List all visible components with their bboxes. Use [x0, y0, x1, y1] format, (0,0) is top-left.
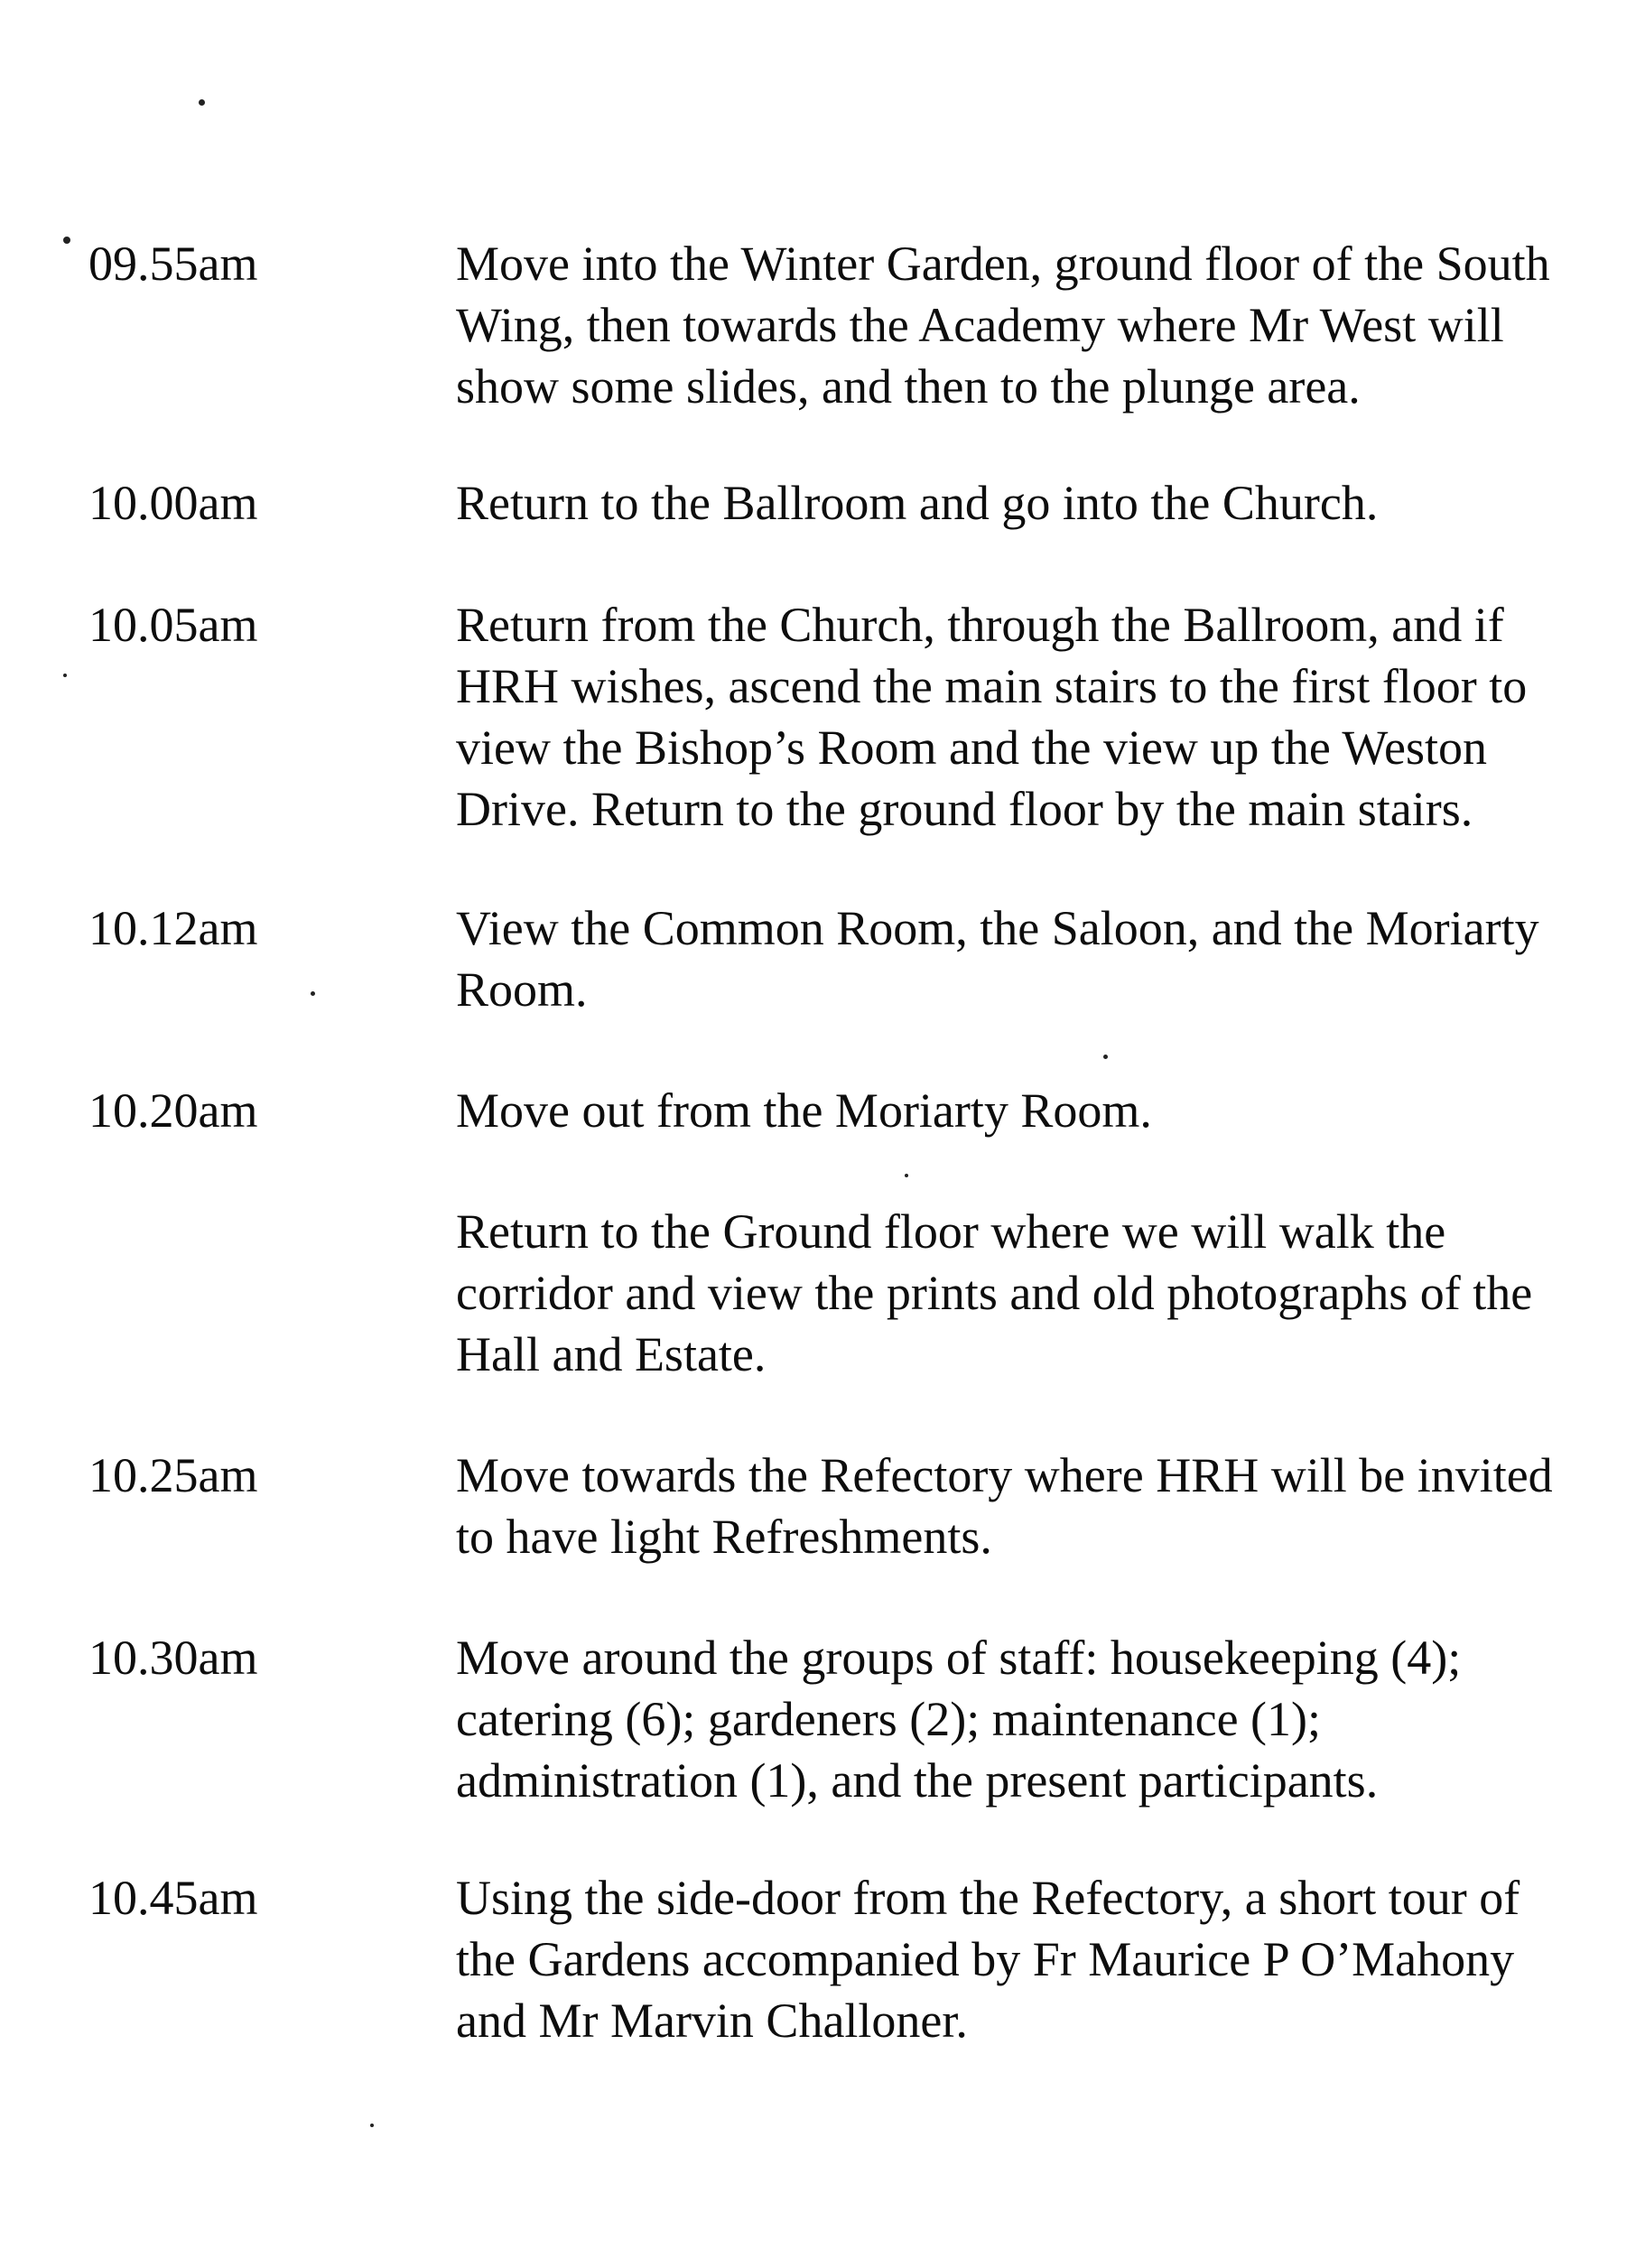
entry-description [456, 1627, 1630, 1811]
description-line: corridor and view the prints and old photographs of the [456, 1266, 1533, 1320]
entry-description [456, 1201, 1630, 1385]
scan-speck [905, 1174, 908, 1177]
entry-description [456, 472, 1630, 534]
description-line: the Gardens accompanied by Fr Maurice P O’Mahony [456, 1932, 1515, 1986]
scan-speck [370, 2124, 374, 2127]
entry-time: 09.55am [88, 237, 258, 291]
entry-time: 10.00am [88, 476, 258, 530]
description-line: to have light Refreshments. [456, 1510, 992, 1564]
scan-speck [1103, 1055, 1108, 1059]
description-line: and Mr Marvin Challoner. [456, 1994, 968, 2048]
entry-time: 10.45am [88, 1871, 258, 1925]
description-line: Using the side-door from the Refectory, a short tour of [456, 1871, 1520, 1925]
scan-speck [199, 99, 205, 106]
description-line: Return to the Ballroom and go into the Church. [456, 476, 1379, 530]
description-line: Hall and Estate. [456, 1327, 767, 1381]
entry-description [456, 1445, 1630, 1567]
description-line: Move towards the Refectory where HRH will be invited [456, 1448, 1553, 1502]
description-line: Drive. Return to the ground floor by the main stairs. [456, 782, 1473, 836]
description-line: show some slides, and then to the plunge area. [456, 359, 1361, 414]
entry-time: 10.12am [88, 901, 258, 955]
description-line: Move around the groups of staff: housekeeping (4); [456, 1631, 1462, 1685]
description-line: administration (1), and the present participants. [456, 1753, 1379, 1808]
description-line: Room. [456, 962, 588, 1017]
description-line: View the Common Room, the Saloon, and the Moriarty [456, 901, 1539, 955]
entry-description [456, 1867, 1630, 2051]
description-line: Move into the Winter Garden, ground floor of the South [456, 237, 1550, 291]
description-line: HRH wishes, ascend the main stairs to the first floor to [456, 659, 1528, 713]
entry-description [456, 233, 1630, 417]
scan-speck [63, 237, 70, 244]
entry-time: 10.20am [88, 1083, 258, 1138]
scan-speck [311, 991, 315, 996]
description-line: Return from the Church, through the Ballroom, and if [456, 598, 1504, 652]
entry-time: 10.30am [88, 1631, 258, 1685]
entry-description [456, 594, 1630, 840]
description-line: catering (6); gardeners (2); maintenance (1); [456, 1692, 1322, 1746]
description-line: view the Bishop’s Room and the view up the Weston [456, 720, 1488, 775]
entry-description [456, 897, 1630, 1020]
entry-description [456, 1080, 1630, 1141]
entry-time: 10.25am [88, 1448, 258, 1502]
description-line: Wing, then towards the Academy where Mr West will [456, 298, 1504, 352]
entry-time: 10.05am [88, 598, 258, 652]
description-line: Move out from the Moriarty Room. [456, 1083, 1152, 1138]
description-line: Return to the Ground floor where we will walk the [456, 1204, 1446, 1259]
scan-speck [63, 674, 67, 677]
